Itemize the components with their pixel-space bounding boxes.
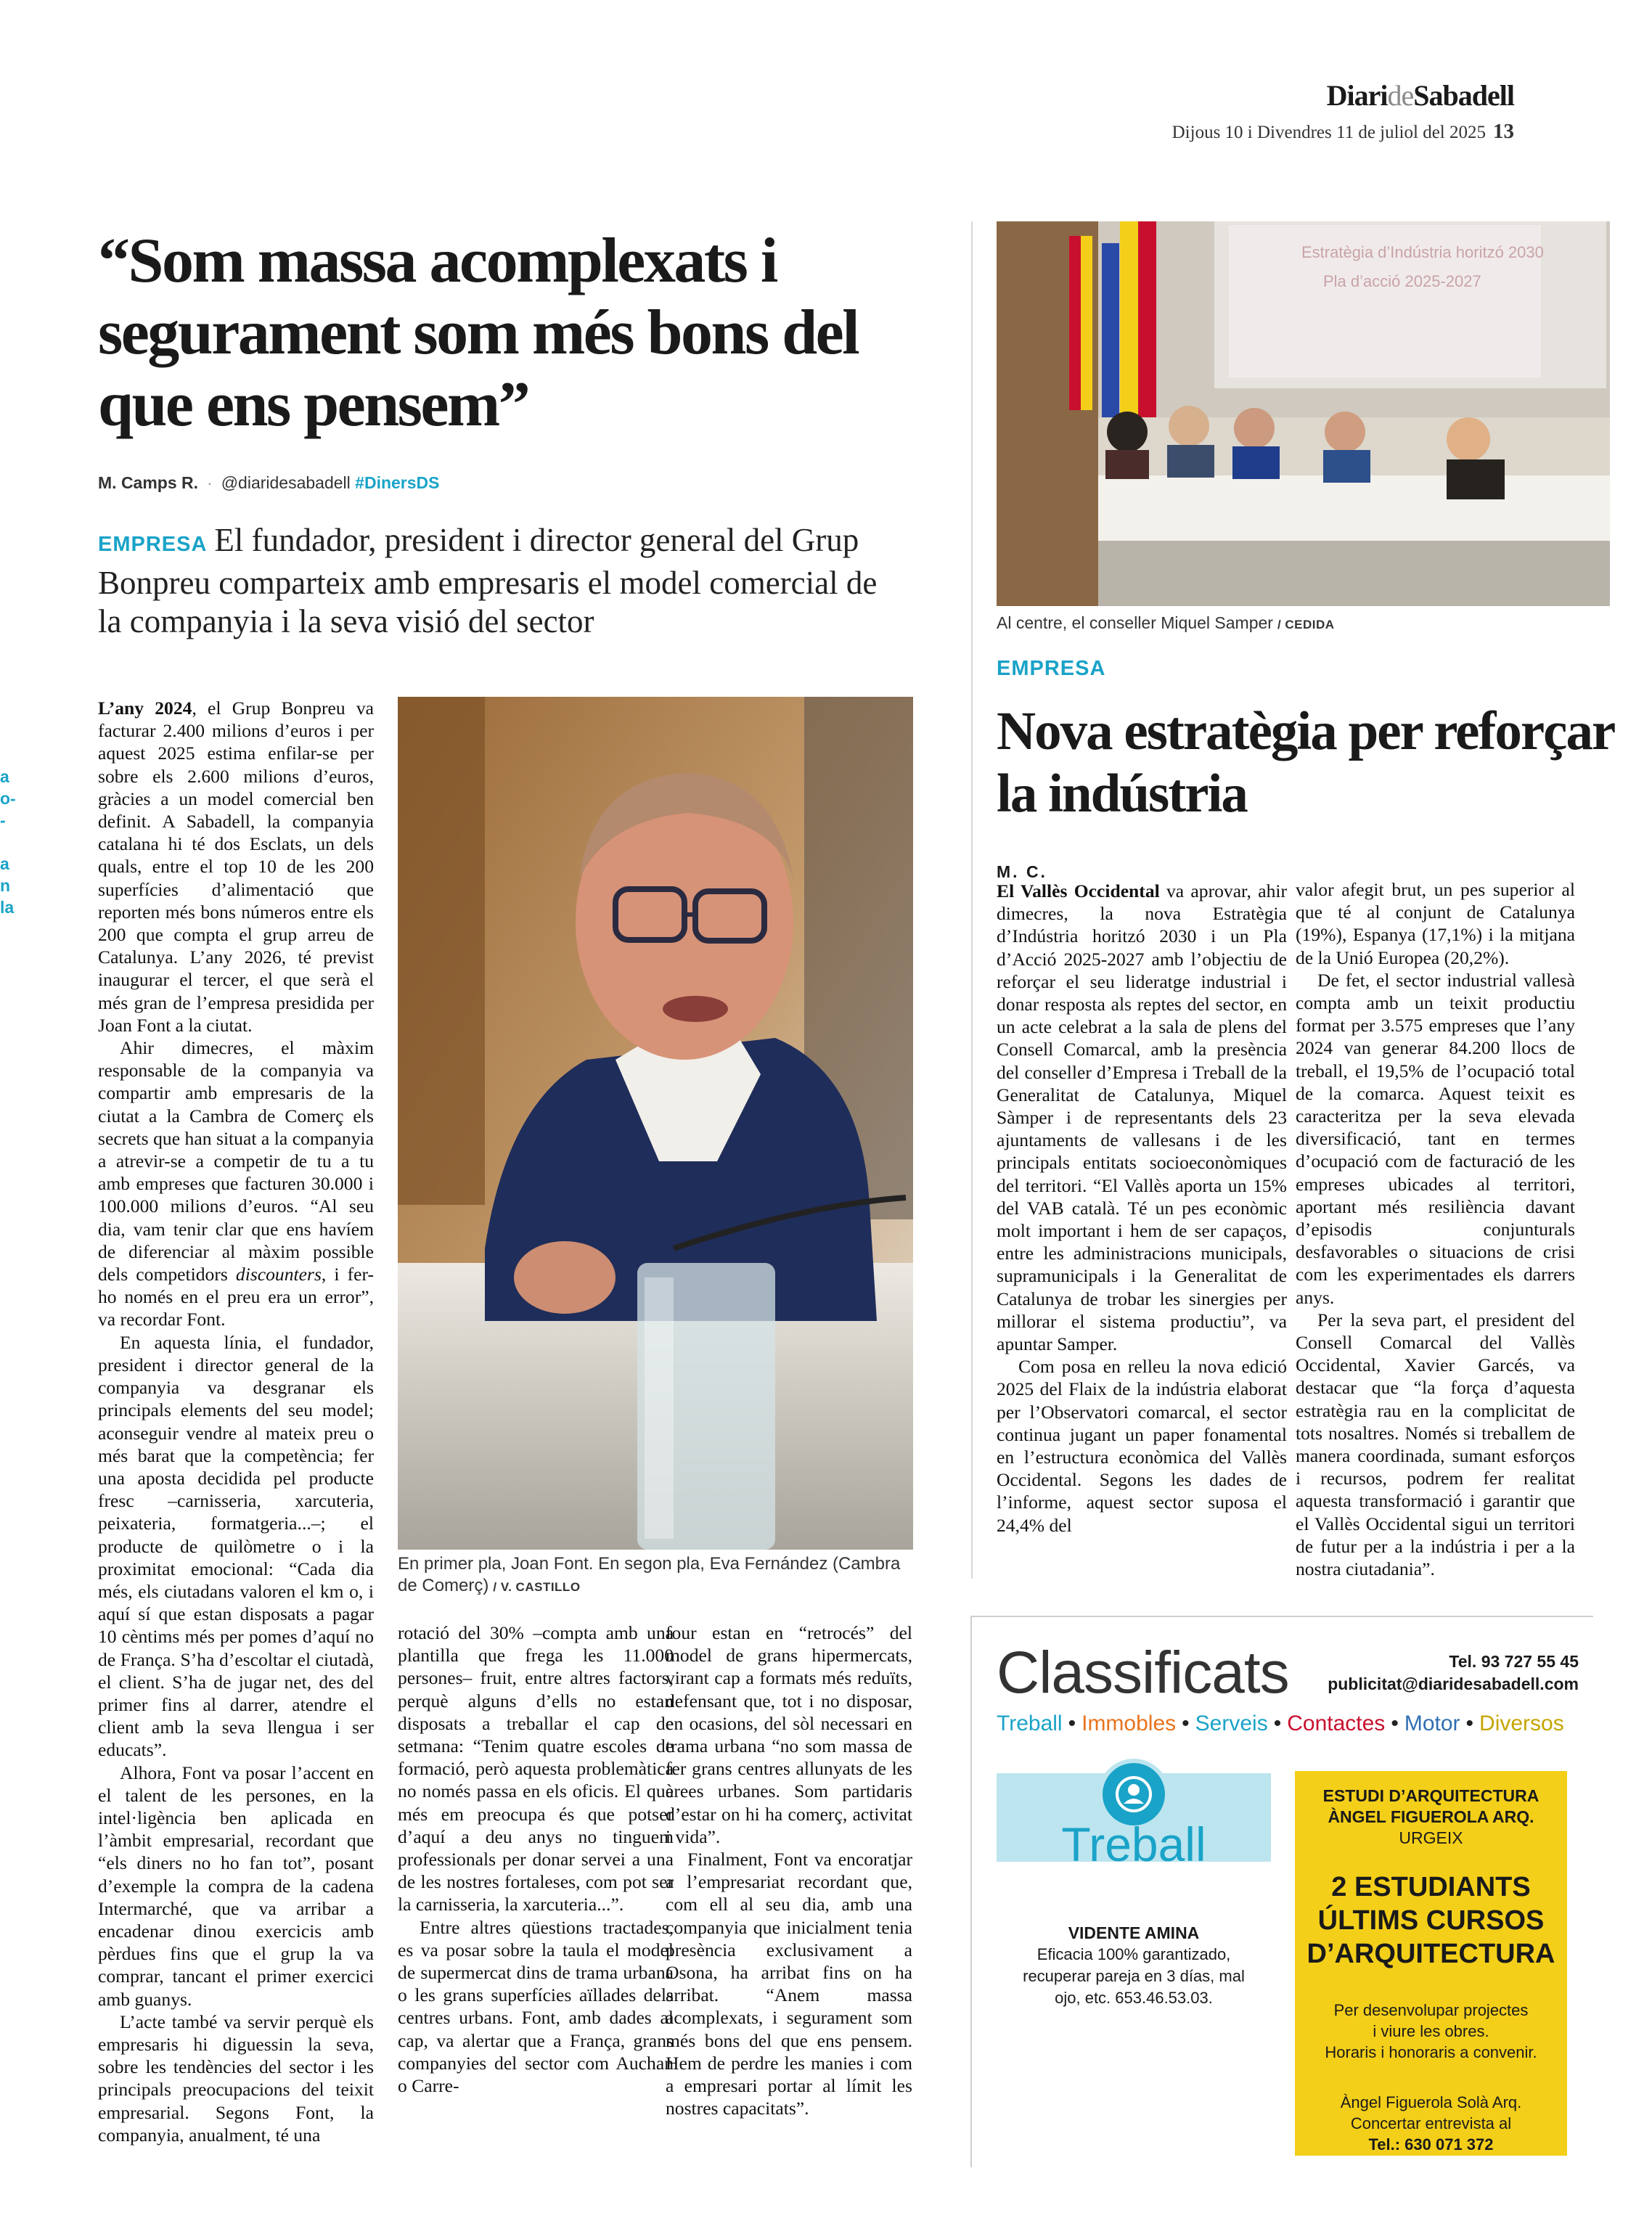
treball-section-title: Treball bbox=[1061, 1817, 1206, 1871]
classifieds-section bbox=[970, 1616, 1593, 2167]
article-headline: “Som massa acomplexats i segurament som més bons del que ens pensem” bbox=[98, 226, 859, 440]
classifieds-email[interactable]: publicitat@diaridesabadell.com bbox=[1328, 1674, 1579, 1693]
article2-column-1 bbox=[997, 880, 1287, 1537]
article2-column-2 bbox=[1296, 878, 1575, 1580]
classified-ad-vidente: VIDENTE AMINA Eficacia 100% garantizado, recuperar pareja en 3 días, mal ojo, etc. 653.46.53.03. bbox=[1023, 1923, 1245, 2007]
masthead bbox=[1172, 78, 1514, 144]
paragraph: rotació del 30% –compta amb una plantilla que frega les 11.000 persones– fruit, entre altres factors, perquè alguns d’ells no estan disposats a treballar el cap de setmana: “Tenim quatre escoles de formació, però aquesta problemàtica no només passa en els oficis. El que més em preocupa és que potser d’aquí a deu anys no tinguem professionals per donar servei a una de les nostres fortaleses, com pot ser la carnisseria, la xarcuteria...”. bbox=[398, 1622, 674, 1915]
photo-caption: En primer pla, Joan Font. En segon pla, Eva Fernández (Cambra de Comerç) / V. CASTILLO bbox=[398, 1554, 901, 1595]
issue-date: Dijous 10 i Divendres 11 de juliol del 2025 bbox=[1171, 123, 1486, 142]
paragraph: four estan en “retrocés” del model de grans hipermercats, virant cap a formats més reduïts, defensant que, tot i no disposar, en ocasions, del sòl necessari en trama urbana “no som massa de fer grans centres allunyats de les àrees urbanes. Som partidaris d’estar on hi ha comerç, activitat i vida”. bbox=[666, 1622, 912, 1847]
section-kicker: EMPRESA bbox=[98, 533, 208, 556]
article2-byline: M. C. bbox=[997, 862, 1047, 881]
category-treball[interactable]: Treball bbox=[997, 1711, 1063, 1735]
conference-photo-illustration bbox=[997, 221, 1610, 606]
paragraph: De fet, el sector industrial vallesà compta amb un teixit productiu format per 3.575 empreses que l’any 2024 van generar 84.200 llocs de treball, el 19,5% de l’ocupació total de la comarca. Aquest teixit es caracteritza per la seva elevada diversificació, tant en termes d’ocupació com de facturació de les empreses ubicades al territori, aportant més resiliència davant d’episodis conjunturals desfavorables o situacions de crisi com les experimentades els darrers anys. bbox=[1296, 969, 1575, 1308]
paragraph: valor afegit brut, un pes superior al que té al conjunt de Catalunya (19%), Espanya (17,1%) i la mitjana de la Unió Europea (20,2%). bbox=[1296, 879, 1575, 968]
photo-conference bbox=[997, 221, 1610, 606]
dateline bbox=[1172, 120, 1514, 144]
previous-page-fragment: a o- - a n la bbox=[0, 767, 16, 917]
paragraph: Per la seva part, el president del Consell Comarcal del Vallès Occidental, Xavier Garcés, va destacar que “la força d’aquesta estratègia rau en la complicitat de tots nosaltres. Només si treballem de manera coordinada, sumant esforços i recursos, podrem fer realitat aquesta transformació i garantir que el Vallès Occidental sigui un territori de futur per a la indústria i per a la nostra ciutadania”. bbox=[1296, 1309, 1575, 1580]
photo-credit: / V. CASTILLO bbox=[493, 1580, 581, 1594]
paragraph: Alhora, Font va posar l’accent en el talent de les persones, en la intel·ligència ben aplicada en l’àmbit empresarial, recordant que “els diners no ho fan tot”, posant d’exemple la compra de la cadena Intermarché, que va arribar a encadenar dinou exercicis amb pèrdues fins que el grup la va comprar, tancant el primer exercici amb guanys. bbox=[98, 1762, 374, 2010]
newspaper-logo[interactable]: DiarideSabadell bbox=[1326, 79, 1514, 112]
paragraph: L’acte també va servir perquè els empresaris hi diguessin la seva, sobre les tendències del sector i les principals preocupacions del teixit empresarial. Segons Font, la companyia, anualment, té una bbox=[98, 2011, 374, 2146]
section-kicker-2: EMPRESA bbox=[997, 657, 1106, 680]
paragraph: L’any 2024, el Grup Bonpreu va facturar 2.400 milions d’euros i per aquest 2025 estima enfilar-se per sobre els 2.600 milions d’euros, gràcies a un model comercial ben definit. A Sabadell, la companyia catalana hi té dos Esclats, un dels quals, entre el top 10 de les 200 superfícies d’alimentació que reporten més bons números entre els 200 que compta el grup arreu de Catalunya. L’any 2026, té previst inaugurar el tercer, el que serà el més gran de l’empresa presidida per Joan Font a la ciutat. bbox=[98, 698, 374, 1036]
byline-author: M. Camps R. bbox=[98, 473, 199, 492]
category-contactes[interactable]: Contactes bbox=[1287, 1711, 1386, 1735]
classified-ad-arquitectura: ESTUDI D’ARQUITECTURA ÀNGEL FIGUEROLA ARQ. URGEIX 2 ESTUDIANTS ÚLTIMS CURSOS D’ARQUITECTURA Per desenvolupar projectes i viure les obres. Horaris i honoraris a convenir. Àngel Figuerola Solà Arq. Concertar entrevista al Tel.: 630 071 372 bbox=[1295, 1771, 1567, 2156]
paragraph: Entre altres qüestions tractades, es va posar sobre la taula el model de supermercat dins de trama urbana o les grans superfícies aïllades dels centres urbans. Font, amb dades al cap, va alertar que a França, grans companyies del sector com Auchan o Carre- bbox=[398, 1916, 674, 2097]
category-immobles[interactable]: Immobles bbox=[1081, 1711, 1177, 1735]
article-lead bbox=[98, 521, 904, 641]
byline: M. Camps R. · @diaridesabadell #DinersDS bbox=[98, 473, 440, 492]
category-motor[interactable]: Motor bbox=[1404, 1711, 1460, 1735]
photo-illustration bbox=[398, 697, 913, 1550]
photo-credit: / CEDIDA bbox=[1277, 618, 1335, 631]
photo-caption-conference: Al centre, el conseller Miquel Samper / CEDIDA bbox=[997, 613, 1335, 632]
paragraph: El Vallès Occidental va aprovar, ahir dimecres, la nova Estratègia d’Indústria horitzó 2030 i un Pla d’Acció 2025-2027 amb l’objectiu de reforçar el seu lideratge industrial i donar resposta als reptes del sector, en un acte celebrat a la sala de plens del Consell Comarcal, amb la presència del conseller d’Empresa i Treball de la Generalitat de Catalunya, Miquel Sàmper i de representants dels 23 ajuntaments de vallesans i de les principals entitats socioeconòmiques del territori. “El Vallès aporta un 15% del VAB català. Té un pes econòmic molt important i hem de ser capaços, entre les administracions municipals, supramunicipals i la Generalitat de Catalunya de trobar les sinergies per millorar el sistema productiu”, va apuntar Samper. bbox=[997, 880, 1288, 1355]
classifieds-categories: Treball • Immobles • Serveis • Contactes • Motor • Diversos bbox=[997, 1711, 1564, 1735]
article2-headline: Nova estratègia per reforçar la indústria bbox=[997, 701, 1614, 824]
paragraph: Ahir dimecres, el màxim responsable de la companyia va compartir amb empresaris de la ciutat a la Cambra de Comerç els secrets que han situat a la companyia a atrevir-se a competir de tu a tu amb empreses que facturen 30.000 i 100.000 milions d’euros. “Al seu dia, vam tenir clar que ens havíem de diferenciar al màxim possible dels competidors discounters, i fer-ho només en el preu era un error”, va recordar Font. bbox=[98, 1037, 374, 1330]
page-number: 13 bbox=[1493, 120, 1514, 143]
byline-handle[interactable]: @diaridesabadell bbox=[221, 473, 351, 492]
paragraph: Finalment, Font va encoratjar a l’empresariat recordant que, com ell al seu dia, amb una companyia que inicialment tenia presència exclusivament a Osona, ha arribat fins on ha arribat. “Anem massa acomplexats, i segurament som més bons del que ens pensem. Hem de perdre les manies i com a empresari portar al límit les nostres capacitats”. bbox=[666, 1849, 912, 2119]
lead-text: El fundador, president i director general del Grup Bonpreu comparteix amb empresaris el model comercial de la companyia i la seva visió del sector bbox=[98, 522, 878, 639]
category-diversos[interactable]: Diversos bbox=[1479, 1711, 1564, 1735]
photo-joan-font bbox=[398, 697, 913, 1550]
treball-section-header bbox=[997, 1773, 1271, 1871]
classifieds-contact bbox=[1328, 1651, 1579, 1696]
slide-line-1: Estratègia d’Indústria horitzó 2030 bbox=[1301, 243, 1544, 261]
byline-hashtag[interactable]: #DinersDS bbox=[355, 473, 440, 492]
column-divider bbox=[971, 221, 973, 1579]
article-column-2 bbox=[398, 1621, 674, 2097]
classifieds-title: Classificats bbox=[997, 1640, 1289, 1706]
paragraph: Com posa en relleu la nova edició 2025 del Flaix de la indústria elaborat per l’Observatori comarcal, el sector continua jugant un paper fonamental en l’estructura econòmica del Vallès Occidental. Segons les dades de l’informe, aquest sector suposa el 24,4% del bbox=[997, 1356, 1287, 1536]
slide-line-2: Pla d’acció 2025-2027 bbox=[1323, 272, 1481, 290]
article-column-3 bbox=[666, 1621, 912, 2119]
category-serveis[interactable]: Serveis bbox=[1195, 1711, 1268, 1735]
paragraph: En aquesta línia, el fundador, president i director general de la companyia va desgranar els principals elements del seu model; aconseguir vendre al mateix preu o més barat que la competència; fer una aposta decidida pel producte fresc –carnisseria, xarcuteria, peixateria, formatgeria...–; el producte de quilòmetre o i la proximitat emocional: “Cada dia més, els ciutadans valoren el km o, i aquí sí que estan disposats a pagar 10 cèntims més per pomes d’aquí no de França. S’ha d’escoltar el ciutadà, el client. S’ha de jugar net, des del primer fins al darrer, atendre el client amb la seva llengua i ser educats”. bbox=[98, 1331, 374, 1761]
article-column-1 bbox=[98, 697, 374, 2146]
classifieds-phone[interactable]: Tel. 93 727 55 45 bbox=[1449, 1652, 1579, 1671]
ad-phone[interactable]: Tel.: 630 071 372 bbox=[1368, 2135, 1494, 2154]
